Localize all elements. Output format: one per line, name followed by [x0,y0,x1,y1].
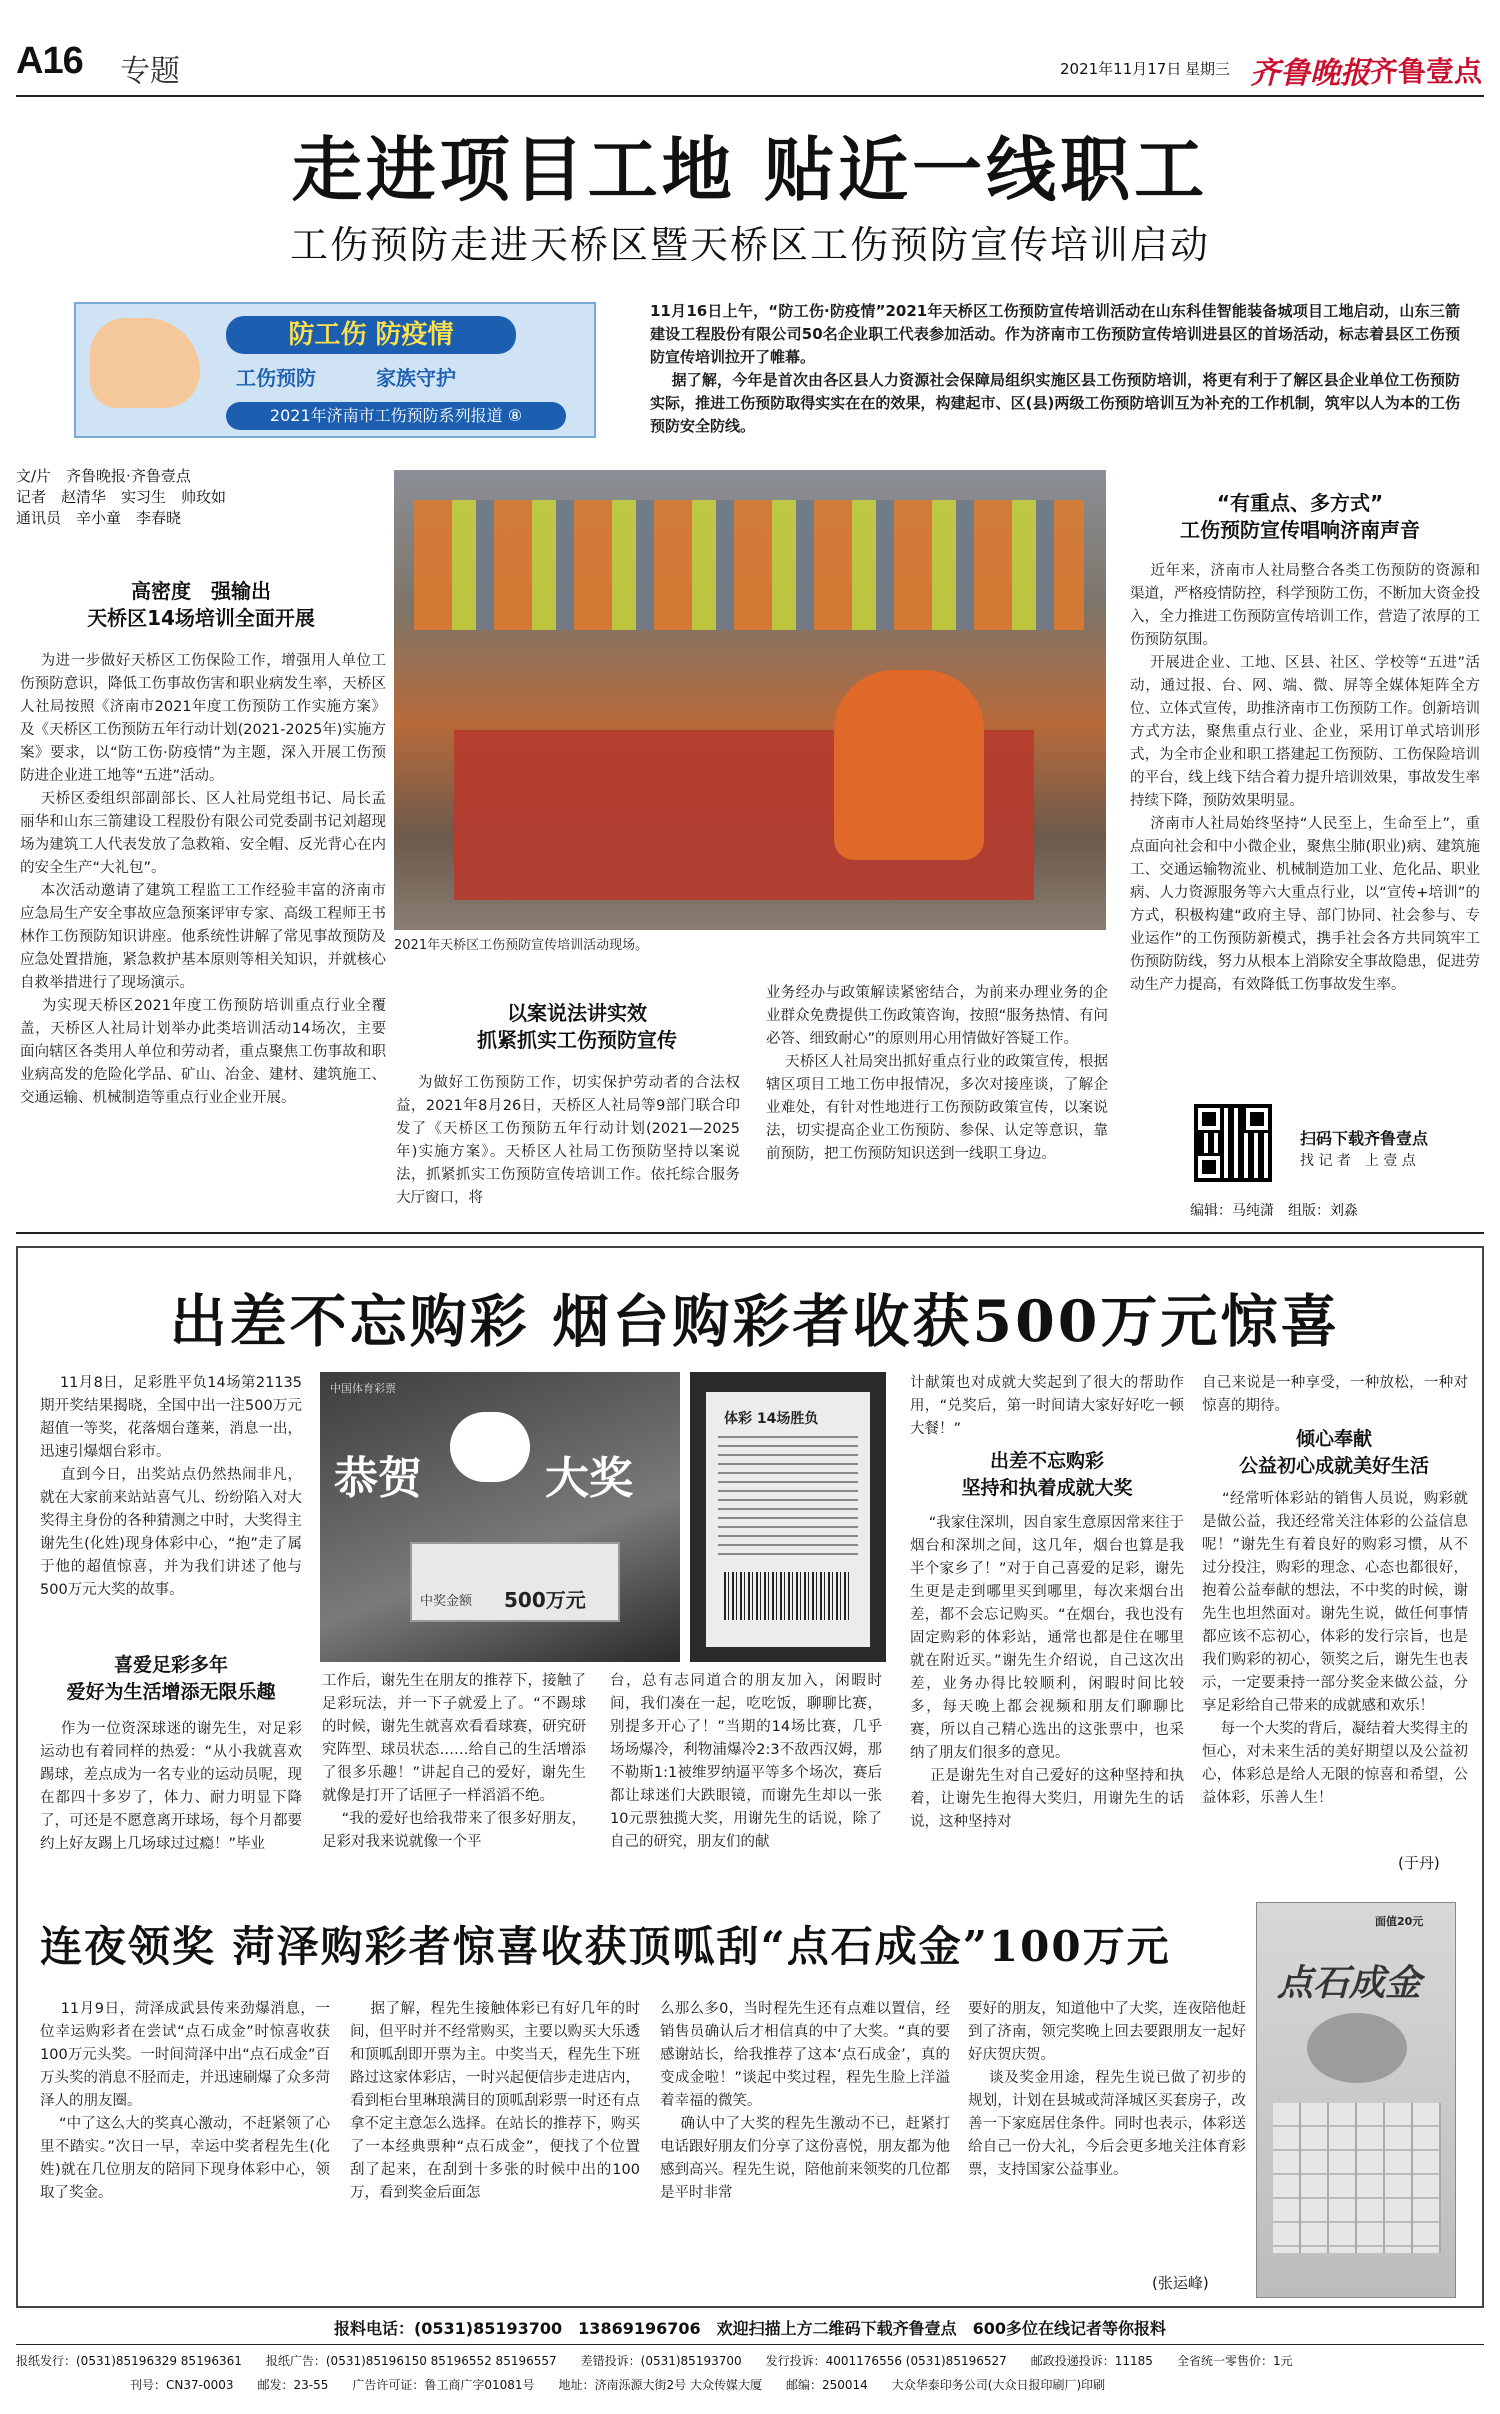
article2-col5-text2: “经常听体彩站的销售人员说，购彩就是做公益，我还经常关注体彩的公益信息呢！”谢先生有着良好的购彩习惯，从不过分投注，购彩的理念、心态也都很好，抱着公益奉献的想法，不中奖的时候，谢先生也坦然面对。谢先生说，做任何事情都应该不忘初心，体彩的发行宗旨，也是我们购彩的初心，领奖之后，谢先生也表示，一定要秉持一部分奖金来做公益，分享足彩给自己带来的成就感和欢乐！ 每一个大奖的背后，凝结着大奖得主的恒心，对未来生活的美好期望以及公益初心，体彩总是给人无限的惊喜和希望，公益体彩，乐善人生！ [1202,1491,1469,1806]
ticket-lines [718,1436,858,1556]
article2-col5-heading: 倾心奉献 公益初心成就美好生活 [1238,1428,1429,1477]
banner-line2: 工伤预防 [236,366,316,390]
issue-date: 2021年11月17日 [1060,60,1182,78]
winner-photo [320,1372,680,1662]
banner-line3: 家族守护 [376,366,456,390]
article2-col5-text: 自己来说是一种享受，一种放松，一种对惊喜的期待。 [1202,1375,1468,1414]
prize-amount: 500万元 [504,1588,586,1612]
qr-code[interactable] [1194,1104,1272,1182]
mascot-face [450,1412,530,1482]
ticket-name: 点石成金 [1277,1963,1422,2004]
qr-label-1: 扫码下载齐鲁壹点 [1300,1129,1429,1148]
header-rule [16,95,1484,97]
article2-title: 出差不忘购彩 烟台购彩者收获500万元惊喜 [169,1288,1341,1355]
ticket-scratch-grid [1273,2103,1441,2253]
banner-hand-graphic [90,318,200,408]
article3-col1-text: 11月9日，菏泽成武县传来劲爆消息，一位幸运购彩者在尝试“点石成金”时惊喜收获100万元头奖。一时间菏泽中出“点石成金”百万头奖的消息不胫而走，并迅速刷爆了众多菏泽人的朋友圈。 “中了这么大的奖真心激动，不赶紧领了心里不踏实。”次日一早，幸运中奖者程先生(化姓)就在几位朋友的陪同下现身体彩中心，领取了奖金。 [40,2001,331,2201]
article1-mid-col2: 业务经办与政策解读紧密结合，为前来办理业务的企业群众免费提供工伤政策咨询，按照“服务热情、有问必答、细致耐心”的原则用心用情做好答疑工作。 天桥区人社局突出抓好重点行业的政策宣传，根据辖区项目工地工伤申报情况，多次对接座谈，了解企业难处，有针对性地进行工伤预防政策宣传，以案说法，切实提高企业工伤预防、参保、认定等意识，靠前预防，把工伤预防知识送到一线职工身边。 [766,985,1109,1162]
prize-amount-label: 中奖金额 [420,1594,473,1609]
ticket-barcode [724,1572,852,1620]
prize-board [410,1542,620,1622]
footer-hotline: 报料电话：(0531)85193700 13869196706 欢迎扫描上方二维码下载齐鲁壹点 600多位在线记者等你报料 [333,2319,1167,2338]
article1-mid-col1: 为做好工伤预防工作，切实保护劳动者的合法权益，2021年8月26日，天桥区人社局等9部门联合印发了《天桥区工伤预防五年行动计划(2021—2025年)实施方案》。天桥区人社局工伤预防坚持以案说法，抓紧抓实工伤预防宣传培训工作。依托综合服务大厅窗口，将 [396,1075,741,1206]
article1-right-heading: “有重点、多方式” 工伤预防宣传唱响济南声音 [1180,491,1420,542]
training-site-photo [394,470,1106,930]
ticket-coin-graphic [1307,2013,1407,2083]
page-header [0,0,1500,95]
scratch-ticket-image [1256,1902,1456,2298]
article2-col1-heading: 喜爱足彩多年 爱好为生活增添无限乐趣 [66,1654,276,1703]
article1-lead: 11月16日上午，“防工伤·防疫情”2021年天桥区工伤预防宣传培训活动在山东科佳智能装备城项目工地启动，山东三箭建设工程股份有限公司50名企业职工代表参加活动。作为济南市工伤预防宣传培训进县区的首场活动，标志着县区工伤预防宣传培训拉开了帷幕。 据了解，今年是首次由各区县人力资源社会保障局组织实施区县工伤预防培训，将更有利于了解区县企业单位工伤预防实际，推进工伤预防取得实实在在的效果，构建起市、区(县)两级工伤预防培训互为补充的工作机制，筑牢以人为本的工伤预防安全防线。 [650,302,1461,435]
section-label: 专题 [120,54,180,89]
article3-col3-text: 么那么多0，当时程先生还有点难以置信，经销售员确认后才相信真的中了大奖。“真的要感谢站长，给我推荐了这本‘点石成金’，真的变成金啦！”谈起中奖过程，程先生脸上洋溢着幸福的微笑。 确认中了大奖的程先生激动不已，赶紧打电话跟好朋友们分享了这份喜悦，朋友都为他感到高兴。程先生说，陪他前来领奖的几位都是平时非常 [660,2001,951,2201]
article1-mid-heading: 以案说法讲实效 抓紧抓实工伤预防宣传 [477,1001,677,1052]
article2-col3-text: 台，总有志同道合的朋友加入，闲暇时间，我们凑在一起，吃吃饭，聊聊比赛，别提多开心了！”当期的14场比赛，几乎场场爆冷，利物浦爆冷2:3不敌西汉姆，那不勒斯1:1被维罗纳逼平等多个场次，赛后都让球迷们大跌眼镜，而谢先生却以一张10元票独揽大奖，用谢先生的话说，除了自己的研究，朋友们的献 [610,1673,882,1850]
article1-credits [16,466,396,529]
brand-logo-qilu-yidian: 齐鲁壹点 [1370,55,1483,88]
article2-col4-heading: 出差不忘购彩 坚持和执着成就大奖 [961,1450,1133,1499]
article2-col4-text: 计献策也对成就大奖起到了很大的帮助作用，“兑奖后，第一时间请大家好好吃一顿大餐！” [910,1375,1184,1437]
editor-credit: 编辑：马纯潇 组版：刘淼 [1190,1203,1358,1219]
article2-col1-text: 11月8日，足彩胜平负14场第21135期开奖结果揭晓，全国中出一注500万元超值一等奖，花落烟台蓬莱，消息一出，迅速引爆烟台彩市。 直到今日，出奖站点仍然热闹非凡，就在大家前来站站喜气儿、纷纷陷入对大奖得主身份的各种猜测之中时，大奖得主谢先生(化姓)现身体彩中心，“抱”走了属于他的超值惊喜，并为我们讲述了他与500万元大奖的故事。 [40,1375,303,1598]
bigprize-text: 大奖 [545,1453,633,1504]
article3-col2-text: 据了解，程先生接触体彩已有好几年的时间，但平时并不经常购买，主要以购买大乐透和顶呱刮即开票为主。中奖当天，程先生下班路过这家体彩店，一时兴起便信步走进店内，看到柜台里琳琅满目的顶呱刮彩票一时还有点拿不定主意怎么选择。在站长的推荐下，购买了一本经典票种“点石成金”，便找了个位置刮了起来，在刮到十多张的时候中出的100万，看到奖金后面怎 [350,2001,641,2201]
credit-line3: 通讯员 辛小童 李春晓 [16,509,182,527]
article1-col1-heading: 高密度 强输出 天桥区14场培训全面开展 [87,579,315,630]
footer-row1: 报纸发行：(0531)85196329 85196361 报纸广告：(0531)85196150 85196552 85196557 差错投诉：(0531)85193700 发行投诉：4001176556 (0531)85196527 邮政投递投诉：11185 全省统一零售价：1元 [16,2354,1293,2368]
article3-col4-text: 要好的朋友，知道他中了大奖，连夜陪他赶到了济南，领完奖晚上回去要跟朋友一起好好庆贺庆贺。 谈及奖金用途，程先生说已做了初步的规划，计划在县城或菏泽城区买套房子，改善一下家庭居住条件。同时也表示，体彩送给自己一份大礼，今后会更多地关注体育彩票，支持国家公益事业。 [968,2001,1247,2178]
article2-col4-text2: “我家住深圳，因自家生意原因常来往于烟台和深圳之间，这几年，烟台也算是我半个家乡了！”对于自己喜爱的足彩，谢先生更是走到哪里买到哪里，每次来烟台出差，都不会忘记购买。“在烟台，我也没有固定购彩的体彩站，通常也都是住在哪里就在附近买。”谢先生介绍说，自己这次出差，业务办得比较顺利，闲暇时间比较多，每天晚上都会视频和朋友们聊聊比赛，所以自己精心选出的这张票中，也采纳了朋友们很多的意见。 正是谢先生对自己爱好的这种坚持和执着，让谢先生抱得大奖归，用谢先生的话说，这种坚持对 [910,1515,1184,1830]
page-number: A16 [16,40,83,82]
article1-bottom-rule [16,1232,1484,1234]
article1-col1-text: 为进一步做好天桥区工伤保险工作，增强用人单位工伤预防意识，降低工伤事故伤害和职业病发生率，天桥区人社局按照《济南市2021年度工伤预防工作实施方案》及《天桥区工伤预防五年行动计划(2021-2025年)实施方案》要求，以“防工伤·防疫情”为主题，深入开展工伤预防进企业进工地等“五进”活动。 天桥区委组织部副部长、区人社局党组书记、局长孟丽华和山东三箭建设工程股份有限公司党委副书记刘超现场为建筑工人代表发放了急救箱、安全帽、反光背心在内的安全生产“大礼包”。 本次活动邀请了建筑工程监工工作经验丰富的济南市应急局生产安全事故应急预案评审专家、高级工程师王书林作工伤预防知识讲座。他系统性讲解了常见事故预防及应急处置措施，紧急救护基本原则等相关知识，并就核心自救举措进行了现场演示。 为实现天桥区2021年度工伤预防培训重点行业全覆盖，天桥区人社局计划举办此类培训活动14场次，主要面向辖区各类用人单位和劳动者，重点聚焦工伤事故和职业病高发的危险化学品、矿山、冶金、建材、建筑施工、交通运输、机械制造等重点行业企业开展。 [20,653,387,1106]
article1-subtitle: 工伤预防走进天桥区暨天桥区工伤预防宣传培训启动 [289,223,1210,267]
article1-title: 走进项目工地 贴近一线职工 [291,128,1209,211]
congrats-text: 恭贺 [334,1453,422,1504]
article2-col1-text2: 作为一位资深球迷的谢先生，对足彩运动也有着同样的热爱：“从小我就喜欢踢球，差点成为一名专业的运动员呢，现在都四十多岁了，体力、耐力明显下降了，可还是不愿意离开球场，每个月都要约上好友踢上几场球过过瘾！”毕业 [40,1721,303,1852]
photo-caption: 2021年天桥区工伤预防宣传培训活动现场。 [394,938,649,953]
lottery-logo: 中国体育彩票 [330,1382,396,1395]
ticket-title: 体彩 14场胜负 [724,1411,819,1427]
credit-line1: 文/片 齐鲁晚报·齐鲁壹点 [16,467,191,485]
footer-row2: 刊号：CN37-0003 邮发：23-55 广告许可证：鲁工商广字01081号 地址：济南泺源大街2号 大众传媒大厦 邮编：250014 大众华泰印务公司(大众日报印刷厂)印刷 [130,2378,1106,2392]
banner-line1: 防工伤 防疫情 [226,316,516,354]
issue-weekday: 星期三 [1185,60,1231,78]
brand-logo-qilu-evening: 齐鲁晚报 [1250,56,1370,91]
banner-series: 2021年济南市工伤预防系列报道 ⑧ [226,402,566,430]
credit-line2: 记者 赵清华 实习生 帅玫如 [16,488,227,506]
photo-workers-row [414,500,1084,630]
article3-sign: (张运峰) [1152,2274,1209,2292]
photo-trainer [834,670,984,860]
ticket-photo [690,1372,886,1662]
footer-rule [16,2344,1484,2345]
article2-sign: (于丹) [1398,1854,1440,1872]
article3-title: 连夜领奖 菏泽购彩者惊喜收获顶呱刮“点石成金”100万元 [40,1922,1171,1971]
article1-right-text: 近年来，济南市人社局整合各类工伤预防的资源和渠道，严格疫情防控，科学预防工伤，不断加大资金投入，全力推进工伤预防宣传培训工作，营造了浓厚的工伤预防氛围。 开展进企业、工地、区县、社区、学校等“五进”活动，通过报、台、网、端、微、屏等全媒体矩阵全方位、立体式宣传，助推济南市工伤预防工作。创新培训方式方法，聚焦重点行业、企业，采用订单式培训形式，为全市企业和职工搭建起工伤预防、工伤保险培训的平台，线上线下结合着力提升培训效果，事故发生率持续下降，预防效果明显。 济南市人社局始终坚持“人民至上，生命至上”，重点面向社会和中小微企业，聚焦尘肺(职业)病、建筑施工、交通运输物流业、机械制造加工业、危化品、职业病、人力资源服务等六大重点行业，以“宣传+培训”的方式，积极构建“政府主导、部门协同、社会参与、专业运作”的工伤预防新模式，携手社会各方共同筑牢工伤预防防线，努力从根本上消除安全事故隐患，促进劳动生产力提高，有效降低工伤事故发生率。 [1130,563,1481,993]
ticket-price-badge: 面值20元 [1375,1915,1424,1928]
article2-col2-text: 工作后，谢先生在朋友的推荐下，接触了足彩玩法，并一下子就爱上了。“不踢球的时候，谢先生就喜欢看看球赛，研究研究阵型、球员状态……给自己的生活增添了很多乐趣！”讲起自己的爱好，谢先生就像是打开了话匣子一样滔滔不绝。 “我的爱好也给我带来了很多好朋友，足彩对我来说就像一个平 [322,1673,587,1850]
series-banner [74,302,596,438]
qr-label-2: 找 记 者 上 壹 点 [1300,1153,1416,1169]
